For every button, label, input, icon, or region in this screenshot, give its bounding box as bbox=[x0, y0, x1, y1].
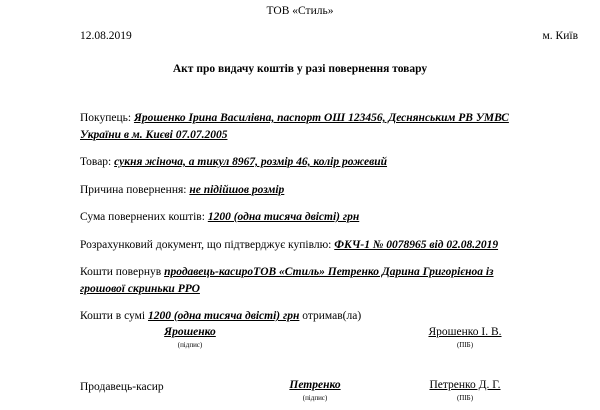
date-city-row bbox=[80, 29, 578, 43]
signature-buyer-pib-caption: (ПІБ) bbox=[456, 341, 474, 349]
signature-cashier-pib-name: Петренко Д. Г. bbox=[429, 379, 501, 391]
signature-cell-cashier-sign bbox=[245, 378, 385, 403]
document-title: Акт про видачу коштів у разі повернення товару bbox=[172, 63, 428, 75]
document-body bbox=[80, 110, 520, 336]
signature-cell-buyer-sign bbox=[120, 325, 260, 350]
field-returned-by bbox=[80, 264, 520, 297]
field-reason-value: не підійшов розмір bbox=[189, 183, 285, 196]
field-received-label-post: отримав(ла) bbox=[302, 310, 362, 322]
field-returned-by-label: Кошти повернув bbox=[80, 266, 162, 278]
field-goods-label: Товар: bbox=[80, 156, 112, 168]
document-date: 12.08.2019 bbox=[80, 30, 132, 42]
field-settlement-doc bbox=[80, 237, 520, 254]
field-received-value: 1200 (одна тисяча двісті) грн bbox=[147, 310, 300, 322]
field-sum bbox=[80, 209, 520, 226]
signature-buyer-caption: (підпис) bbox=[177, 341, 203, 349]
field-received bbox=[80, 308, 520, 325]
field-buyer bbox=[80, 110, 520, 143]
field-goods bbox=[80, 154, 520, 171]
field-buyer-value: Ярошенко Ірина Василівна, паспорт ОШ 123456, Деснянським РВ УМВС України в м. Києві 07.07.2005 bbox=[80, 112, 509, 141]
field-settlement-doc-label: Розрахунковий документ, що підтверджує купівлю: bbox=[80, 238, 332, 251]
field-received-label-pre: Кошти в сумі bbox=[80, 310, 146, 322]
field-reason-label: Причина повернення: bbox=[80, 183, 187, 196]
signature-cell-buyer-pib bbox=[390, 325, 540, 350]
signature-cashier-name: Петренко bbox=[289, 379, 341, 391]
company-name: ТОВ «Стиль» bbox=[266, 5, 334, 17]
field-buyer-label: Покупець: bbox=[80, 112, 132, 124]
field-reason bbox=[80, 182, 520, 199]
signature-buyer-name: Ярошенко bbox=[164, 326, 216, 338]
field-returned-by-value: продавець-касироТОВ «Стиль» Петренко Дарина Григорієноа із грошової скриньки РРО bbox=[80, 266, 494, 295]
signature-cashier-role: Продавець-касир bbox=[80, 381, 164, 393]
field-settlement-doc-value: ФКЧ-1 № 0078965 від 02.08.2019 bbox=[334, 238, 499, 251]
signature-cashier-pib-caption: (ПІБ) bbox=[456, 394, 474, 402]
field-goods-value: сукня жіноча, а тикул 8967, розмір 46, колір рожевий bbox=[114, 156, 388, 168]
signature-cell-cashier-pib bbox=[390, 378, 540, 403]
document-city: м. Київ bbox=[542, 30, 578, 42]
field-sum-label: Сума повернених коштів: bbox=[80, 211, 205, 223]
field-sum-value: 1200 (одна тисяча двісті) грн bbox=[207, 211, 360, 223]
signature-buyer-pib-name: Ярошенко І. В. bbox=[428, 326, 502, 338]
signature-cashier-caption: (підпис) bbox=[302, 394, 328, 402]
